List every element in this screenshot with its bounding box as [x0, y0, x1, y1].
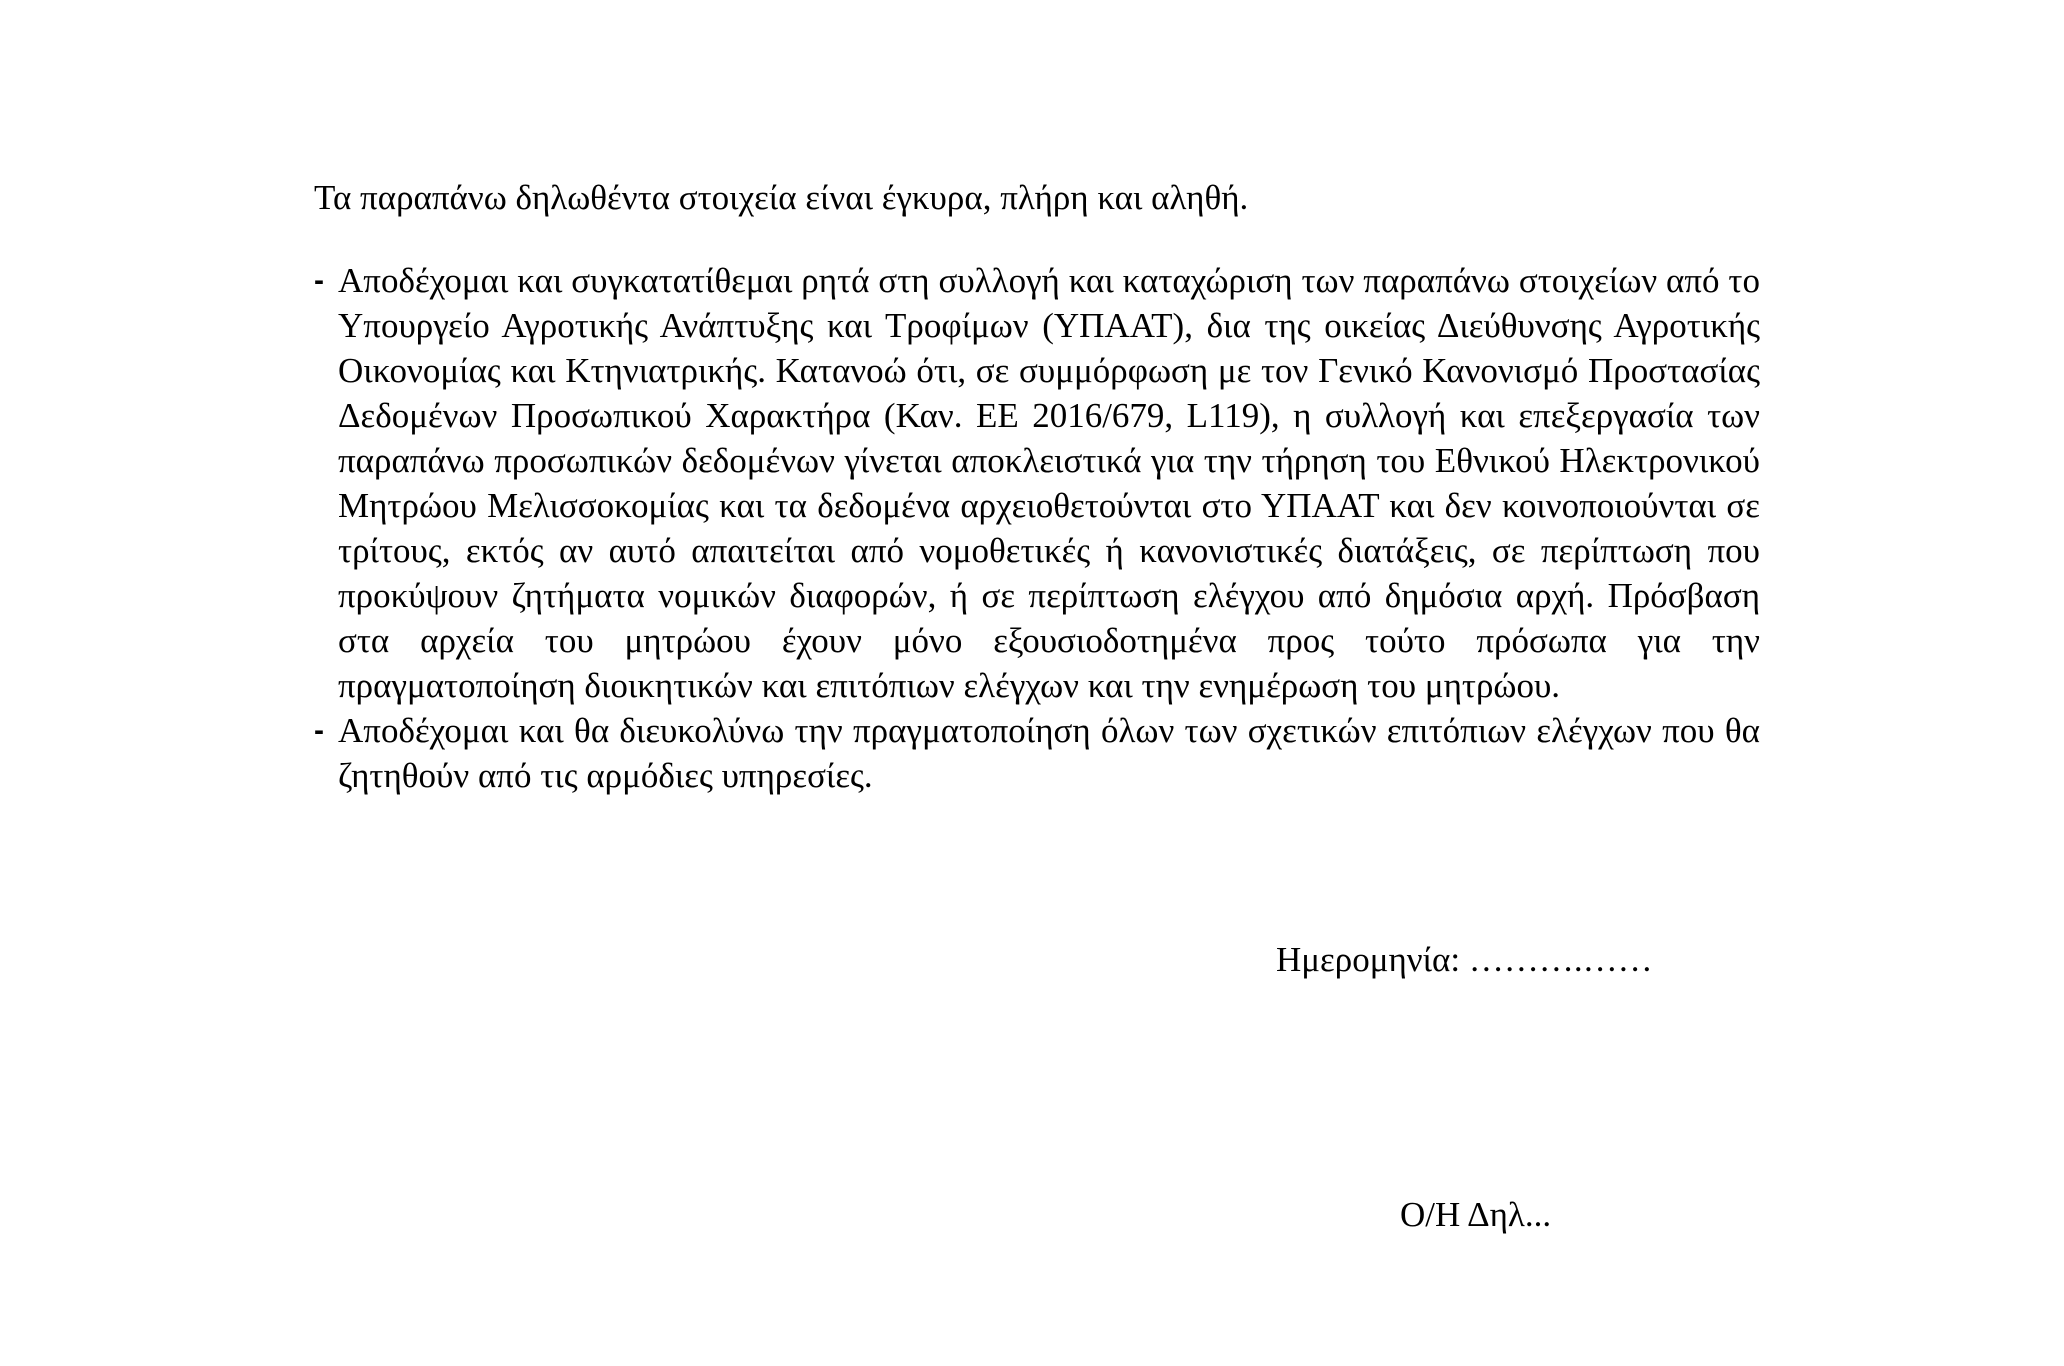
consent-list: [314, 258, 1760, 798]
date-field: Ημερομηνία: ……….……: [1276, 940, 1653, 979]
declaration-statement: Τα παραπάνω δηλωθέντα στοιχεία είναι έγκυρα, πλήρη και αληθή.: [314, 178, 1249, 217]
bullet-dash: -: [314, 264, 324, 297]
consent-item-inspections: [314, 708, 1760, 798]
consent-text: Αποδέχομαι και θα διευκολύνω την πραγματοποίηση όλων των σχετικών επιτόπιων ελέγχων που θα ζητηθούν από τις αρμόδιες υπηρεσίες.: [338, 711, 1760, 795]
bullet-dash: -: [314, 714, 324, 747]
consent-item-data-processing: [314, 258, 1760, 708]
signature-line: Ο/Η Δηλ...: [1400, 1195, 1552, 1234]
consent-text: Αποδέχομαι και συγκατατίθεμαι ρητά στη συλλογή και καταχώριση των παραπάνω στοιχείων από το Υπουργείο Αγροτικής Ανάπτυξης και Τροφίμων (ΥΠΑΑΤ), δια της οικείας Διεύθυνσης Αγροτικής Οικονομίας και Κτηνιατρικής. Κατανοώ ότι, σε συμμόρφωση με τον Γενικό Κανονισμό Προστασίας Δεδομένων Προσωπικού Χαρακτήρα (Καν. ΕΕ 2016/679, L119), η συλλογή και επεξεργασία των παραπάνω προσωπικών δεδομένων γίνεται αποκλειστικά για την τήρηση του Εθνικού Ηλεκτρονικού Μητρώου Μελισσοκομίας και τα δεδομένα αρχειοθετούνται στο ΥΠΑΑΤ και δεν κοινοποιούνται σε τρίτους, εκτός αν αυτό απαιτείται από νομοθετικές ή κανονιστικές διατάξεις, σε περίπτωση που προκύψουν ζητήματα νομικών διαφορών, ή σε περίπτωση ελέγχου από δημόσια αρχή. Πρόσβαση στα αρχεία του μητρώου έχουν μόνο εξουσιοδοτημένα προς τούτο πρόσωπα για την πραγματοποίηση διοικητικών και επιτόπιων ελέγχων και την ενημέρωση του μητρώου.: [338, 261, 1760, 705]
